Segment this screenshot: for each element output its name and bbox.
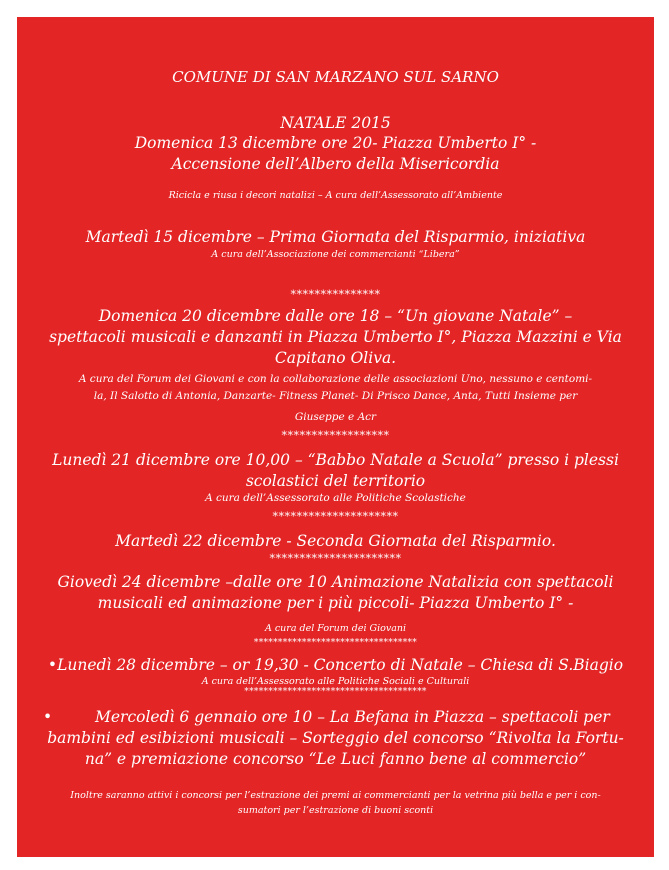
separator-5: ********************************** — [253, 638, 418, 648]
event-3-note-3: Giuseppe e Acr — [294, 411, 377, 423]
event-2-line-1: Martedì 15 dicembre – Prima Giornata del Risparmio, iniziativa — [85, 228, 586, 246]
footer-line-1: Inoltre saranno attivi i concorsi per l’estrazione dei premi ai commercianti per la vetrina più bella e per i con- — [70, 790, 601, 801]
event-6-note: A cura del Forum dei Giovani — [264, 623, 407, 634]
event-title: NATALE 2015 — [280, 114, 391, 132]
event-3-line-3: Capitano Oliva. — [274, 349, 397, 367]
event-5-line-1: Martedì 22 dicembre - Seconda Giornata del Risparmio. — [115, 532, 556, 550]
separator-1: *************** — [290, 288, 381, 301]
event-8-text: Mercoledì 6 gennaio ore 10 – La Befana in Piazza – spettacoli per — [95, 708, 610, 726]
event-3-line-1: Domenica 20 dicembre dalle ore 18 – “Un giovane Natale” – — [98, 307, 573, 325]
bullet-icon: • — [43, 708, 53, 726]
event-4-note: A cura dell’Assessorato alle Politiche Scolastiche — [205, 492, 466, 504]
event-7-line-1 — [17, 658, 654, 674]
event-7-text: Lunedì 28 dicembre – or 19,30 - Concerto di Natale – Chiesa di S.Biagio — [57, 656, 624, 674]
event-6-line-1: Giovedì 24 dicembre –dalle ore 10 Animazione Natalizia con spettacoli — [57, 573, 614, 591]
separator-4: ********************** — [269, 552, 402, 565]
separator-3: ********************* — [272, 510, 399, 523]
event-7-note: A cura dell’Assessorato alle Politiche Sociali e Culturali — [201, 676, 470, 687]
event-2-note: A cura dell’Associazione dei commercianti “Libera” — [211, 249, 460, 260]
event-6-line-2: musicali ed animazione per i più piccoli- Piazza Umberto I° - — [97, 594, 574, 612]
footer-line-2: sumatori per l’estrazione di buoni sconti — [237, 805, 434, 816]
event-3-line-2: spettacoli musicali e danzanti in Piazza Umberto I°, Piazza Mazzini e Via — [49, 328, 622, 346]
municipality-title: COMUNE DI SAN MARZANO SUL SARNO — [172, 68, 499, 86]
separator-2: ****************** — [281, 429, 390, 442]
event-8-line-1 — [37, 710, 634, 726]
event-4-line-2: scolastici del territorio — [245, 472, 426, 490]
event-1-note: Ricicla e riusa i decori natalizi – A cura dell’Assessorato all’Ambiente — [168, 190, 503, 201]
event-8-line-2: bambini ed esibizioni musicali – Sorteggio del concorso “Rivolta la Fortu- — [47, 729, 624, 747]
christmas-program-poster — [17, 17, 654, 857]
event-8-line-3: na” e premiazione concorso “Le Luci fanno bene al commercio” — [84, 750, 587, 768]
event-3-note-2: la, Il Salotto di Antonia, Danzarte- Fitness Planet- Di Prisco Dance, Anta, Tutti Insieme per — [93, 390, 578, 402]
event-3-note-1: A cura del Forum dei Giovani e con la collaborazione delle associazioni Uno, nessuno e centomi- — [78, 373, 593, 385]
event-4-line-1: Lunedì 21 dicembre ore 10,00 – “Babbo Natale a Scuola” presso i plessi — [52, 451, 619, 469]
separator-6: ************************************** — [244, 687, 427, 697]
bullet-icon: • — [47, 656, 58, 674]
event-1-line-2: Accensione dell’Albero della Misericordia — [171, 155, 500, 173]
event-1-line-1: Domenica 13 dicembre ore 20- Piazza Umberto I° - — [134, 134, 537, 152]
